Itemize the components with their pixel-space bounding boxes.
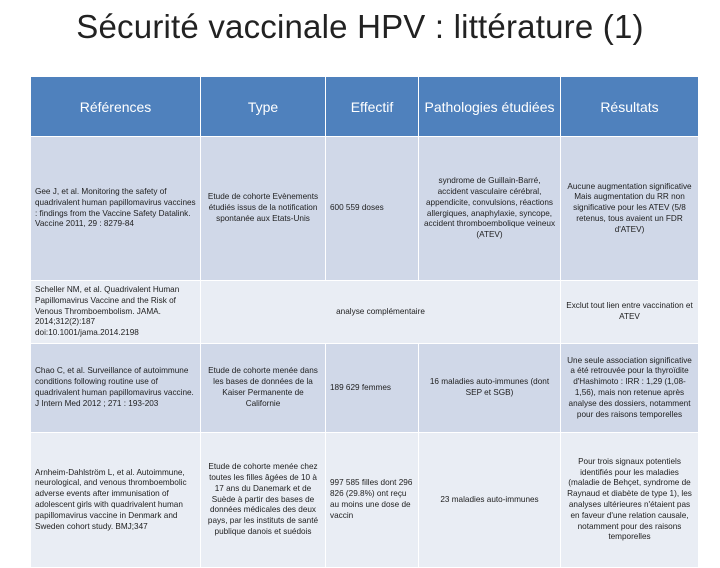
cell-type: Etude de cohorte Evènements étudiés issus de la notification spontanée aux Etats-Unis (201, 137, 326, 281)
cell-effectif: 600 559 doses (326, 137, 419, 281)
cell-effectif: 189 629 femmes (326, 344, 419, 433)
cell-resultats: Aucune augmentation significative Mais augmentation du RR non significative pour les ATEV (5/8 retenus, tous avaient un FDR d'ATEV) (561, 137, 699, 281)
cell-type: Etude de cohorte menée dans les bases de données de la Kaiser Permanente de Californie (201, 344, 326, 433)
table-header-row (31, 77, 699, 137)
cell-reference: Chao C, et al. Surveillance of autoimmune conditions following routine use of quadrivalent human papillomavirus vaccine. J Intern Med 2012 ; 271 : 193-203 (31, 344, 201, 433)
header-pathologies: Pathologies étudiées (419, 77, 561, 137)
table-row (31, 137, 699, 281)
cell-reference: Scheller NM, et al. Quadrivalent Human Papillomavirus Vaccine and the Risk of Venous Thromboembolism. JAMA. 2014;312(2):187 doi:10.1001/jama.2014.2198 (31, 281, 201, 344)
cell-analyse: analyse complémentaire (201, 281, 561, 344)
cell-resultats: Pour trois signaux potentiels identifiés pour les maladies (maladie de Behçet, syndrome de Raynaud et diabète de type 1), les analyses ultérieures n'étaient pas en faveur d'une relation causale, notamment pour des raisons temporelles (561, 433, 699, 568)
header-effectif: Effectif (326, 77, 419, 137)
cell-pathologies: syndrome de Guillain-Barré, accident vasculaire cérébral, appendicite, convulsions, réactions allergiques, anaphylaxie, syncope, accident thromboembolique veineux (ATEV) (419, 137, 561, 281)
literature-table (30, 76, 699, 568)
cell-effectif: 997 585 filles dont 296 826 (29.8%) ont reçu au moins une dose de vaccin (326, 433, 419, 568)
cell-pathologies: 23 maladies auto-immunes (419, 433, 561, 568)
cell-pathologies: 16 maladies auto-immunes (dont SEP et SGB) (419, 344, 561, 433)
table-row (31, 433, 699, 568)
cell-type: Etude de cohorte menée chez toutes les filles âgées de 10 à 17 ans du Danemark et de Suède à partir des bases de données médicales des deux pays, par les instituts de santé publique danois et suédois (201, 433, 326, 568)
header-type: Type (201, 77, 326, 137)
table-row (31, 344, 699, 433)
cell-resultats: Une seule association significative a été retrouvée pour la thyroïdite d'Hashimoto : IRR : 1,29 (1,08-1,56), mais non retenue après analyse des dossiers, notamment pour des raisons temporelles (561, 344, 699, 433)
header-resultats: Résultats (561, 77, 699, 137)
header-references: Références (31, 77, 201, 137)
table-row (31, 281, 699, 344)
cell-reference: Arnheim-Dahlström L, et al. Autoimmune, neurological, and venous thromboembolic adverse events after immunisation of adolescent girls with quadrivalent human papillomavirus vaccine in Denmark and Sweden cohort study. BMJ;347 (31, 433, 201, 568)
slide-title: Sécurité vaccinale HPV : littérature (1) (76, 8, 644, 45)
cell-resultats: Exclut tout lien entre vaccination et ATEV (561, 281, 699, 344)
cell-reference: Gee J, et al. Monitoring the safety of quadrivalent human papillomavirus vaccines : findings from the Vaccine Safety Datalink. Vaccine 2011, 29 : 8279-84 (31, 137, 201, 281)
